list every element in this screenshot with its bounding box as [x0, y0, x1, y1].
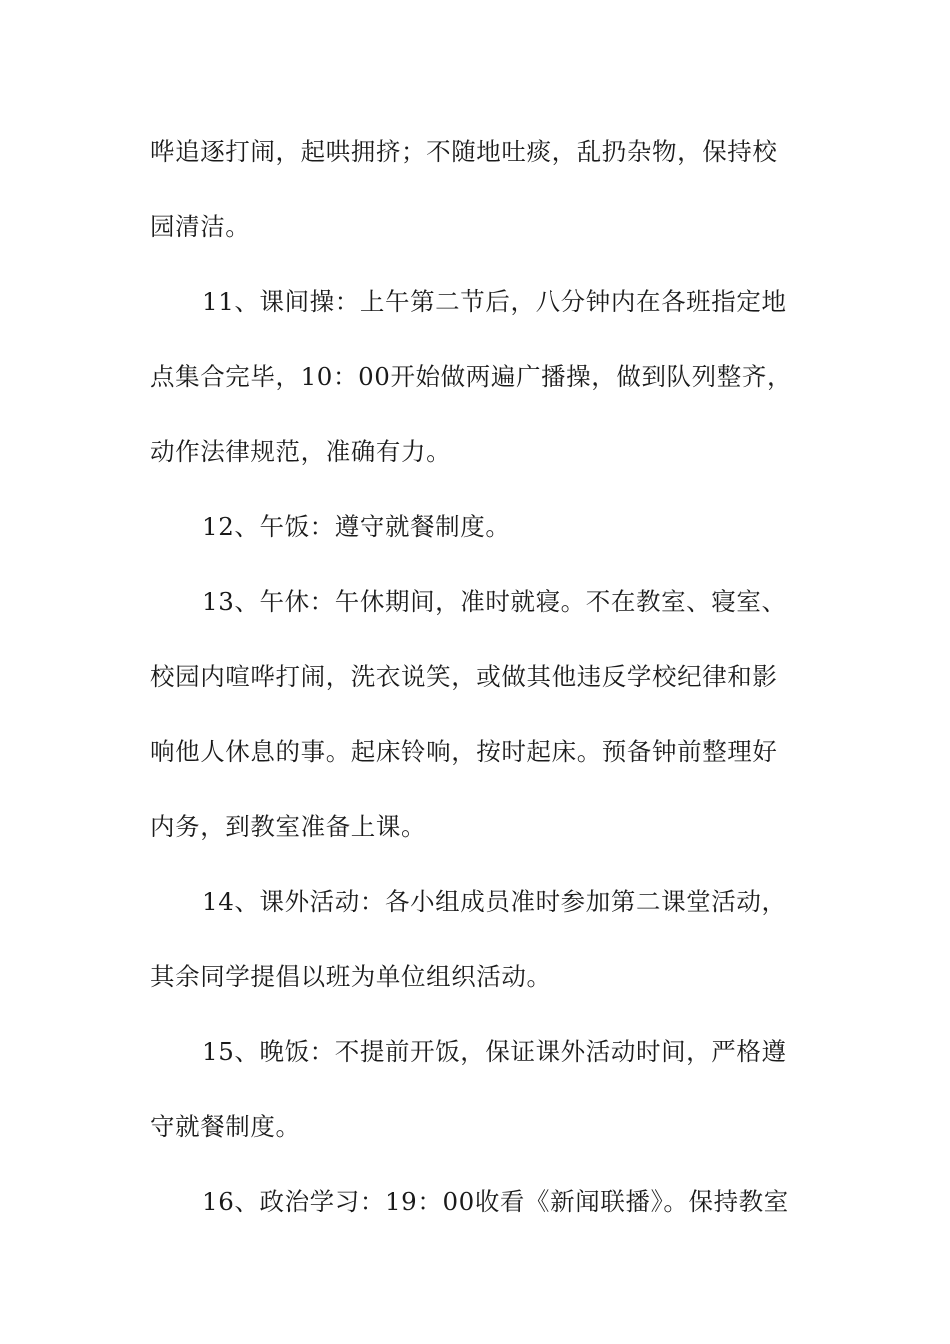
text-line: 动作法律规范，准确有力。 — [150, 437, 452, 466]
text-line: 其余同学提倡以班为单位组织活动。 — [150, 962, 552, 991]
paragraph-16-start: 16、政治学习：19：00收看《新闻联播》。保持教室 — [202, 1187, 789, 1216]
text-line: 园清洁。 — [150, 212, 251, 241]
text-line: 守就餐制度。 — [150, 1112, 301, 1141]
paragraph-15-start: 15、晚饭：不提前开饭，保证课外活动时间，严格遵 — [202, 1037, 787, 1066]
text-line: 内务，到教室准备上课。 — [150, 812, 427, 841]
text-line: 校园内喧哗打闹，洗衣说笑，或做其他违反学校纪律和影 — [150, 662, 778, 691]
paragraph-12-start: 12、午饭：遵守就餐制度。 — [202, 512, 511, 541]
paragraph-13-start: 13、午休：午休期间，准时就寝。不在教室、寝室、 — [202, 587, 787, 616]
text-line: 哗追逐打闹，起哄拥挤；不随地吐痰，乱扔杂物，保持校 — [150, 137, 778, 166]
paragraph-11-start: 11、课间操：上午第二节后，八分钟内在各班指定地 — [202, 287, 787, 316]
paragraph-14-start: 14、课外活动：各小组成员准时参加第二课堂活动， — [202, 887, 787, 916]
text-line: 点集合完毕，10：00开始做两遍广播操，做到队列整齐， — [150, 362, 793, 391]
text-line: 响他人休息的事。起床铃响，按时起床。预备钟前整理好 — [150, 737, 778, 766]
